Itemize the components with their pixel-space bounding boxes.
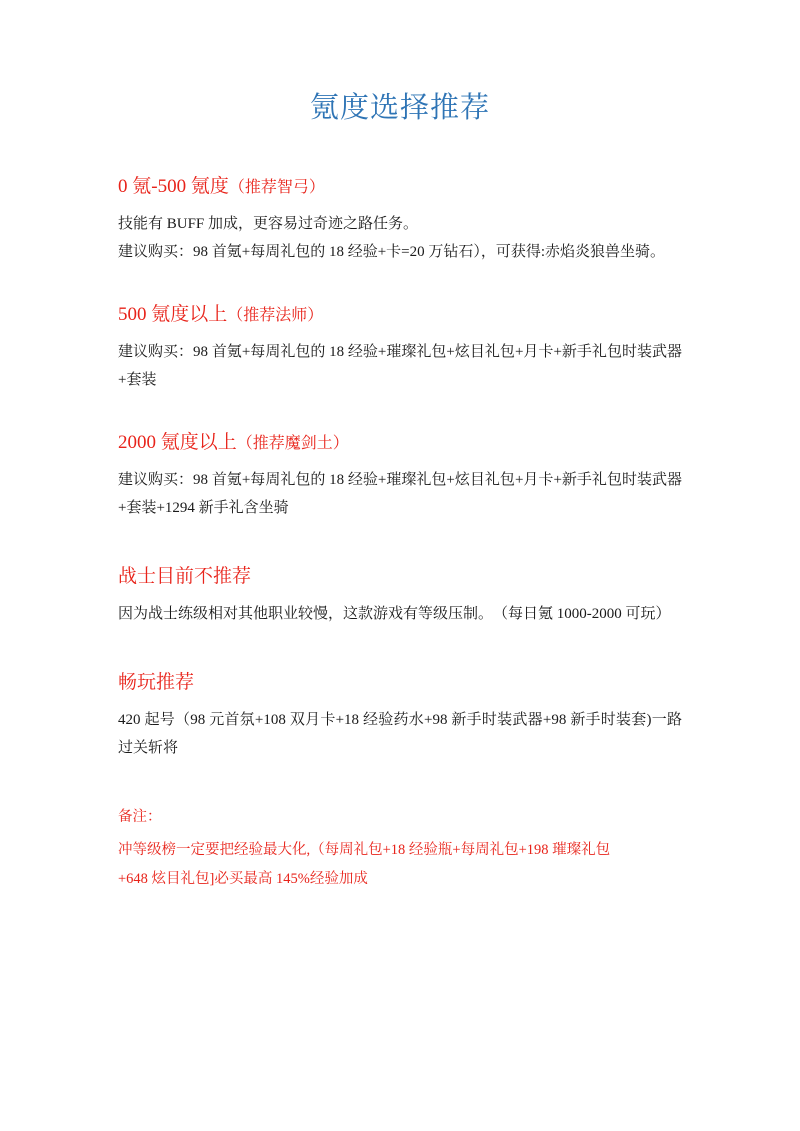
section-0-heading	[118, 173, 682, 202]
section-1-heading-main: 500 氪度以上	[118, 303, 228, 325]
note-line-0: 冲等级榜一定要把经验最大化,（每周礼包+18 经验瓶+每周礼包+198 璀璨礼包	[118, 841, 611, 858]
section-1-line-0: 建议购买：98 首氪+每周礼包的 18 经验+璀璨礼包+炫目礼包+月卡+新手礼包时装武器+套装	[118, 344, 682, 388]
section-2-heading	[118, 429, 682, 458]
section-0-line-0: 技能有 BUFF 加成，更容易过奇迹之路任务。	[118, 216, 419, 233]
section-1-heading	[118, 301, 682, 330]
spacer	[118, 529, 682, 563]
section-4-heading	[118, 669, 682, 698]
section-3-heading-main: 战士目前不推荐	[118, 565, 252, 587]
section-3-line-0: 因为战士练级相对其他职业较慢，这款游戏有等级压制。 （每日氪 1000-2000 可玩）	[118, 606, 671, 623]
section-1	[118, 301, 682, 395]
spacer	[118, 769, 682, 797]
section-0	[118, 173, 682, 267]
note-block	[118, 803, 682, 894]
section-0-heading-sub: （推荐智弓）	[228, 178, 325, 196]
section-4	[118, 669, 682, 763]
section-1-heading-sub: （推荐法师）	[227, 306, 324, 324]
page-title: 氪度选择推荐	[309, 92, 490, 124]
section-2	[118, 429, 682, 523]
spacer	[118, 635, 682, 669]
section-3-heading	[118, 563, 682, 592]
section-0-heading-main: 0 氪-500 氪度	[118, 175, 229, 197]
section-3	[118, 563, 682, 629]
section-2-heading-main: 2000 氪度以上	[118, 431, 237, 453]
section-2-line-0: 建议购买：98 首氪+每周礼包的 18 经验+璀璨礼包+炫目礼包+月卡+新手礼包时装武器+套装+1294 新手礼含坐骑	[118, 472, 682, 516]
section-4-line-0: 420 起号（98 元首氛+108 双月卡+18 经验药水+98 新手时装武器+98 新手时装套)一路过关斩将	[118, 712, 682, 757]
spacer	[118, 401, 682, 429]
note-label: 备注：	[118, 808, 162, 825]
spacer	[118, 273, 682, 301]
section-2-heading-sub: （推荐魔剑土）	[236, 434, 349, 452]
note-line-1: +648 炫目礼包]必买最高 145%经验加成	[118, 870, 368, 887]
section-4-heading-main: 畅玩推荐	[118, 671, 195, 693]
section-0-line-1: 建议购买：98 首氪+每周礼包的 18 经验+卡=20 万钻石），可获得:赤焰炎狼兽坐骑。	[118, 243, 666, 260]
